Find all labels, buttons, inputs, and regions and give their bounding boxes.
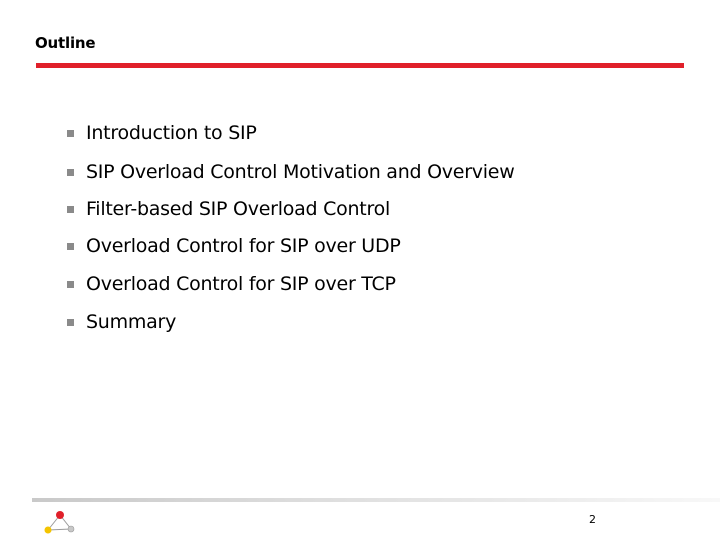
outline-item-filter-based	[67, 196, 390, 222]
outline-item-udp	[67, 233, 401, 259]
outline-item-label: Overload Control for SIP over TCP	[86, 273, 396, 295]
outline-item-label: Overload Control for SIP over UDP	[86, 235, 401, 257]
square-bullet-icon	[67, 281, 74, 288]
square-bullet-icon	[67, 243, 74, 250]
page-number: 2	[589, 513, 596, 526]
square-bullet-icon	[67, 319, 74, 326]
footer-divider	[32, 498, 720, 502]
square-bullet-icon	[67, 169, 74, 176]
outline-item-summary	[67, 309, 176, 335]
outline-item-label: Introduction to SIP	[86, 122, 257, 144]
outline-item-label: Filter-based SIP Overload Control	[86, 198, 391, 220]
slide-title: Outline	[35, 34, 96, 52]
outline-item-introduction	[67, 120, 257, 146]
outline-item-label: Summary	[86, 311, 177, 333]
square-bullet-icon	[67, 130, 74, 137]
square-bullet-icon	[67, 206, 74, 213]
outline-item-tcp	[67, 271, 396, 297]
outline-item-motivation	[67, 159, 515, 185]
network-nodes-logo-icon	[38, 508, 82, 538]
outline-item-label: SIP Overload Control Motivation and Overview	[86, 161, 515, 183]
